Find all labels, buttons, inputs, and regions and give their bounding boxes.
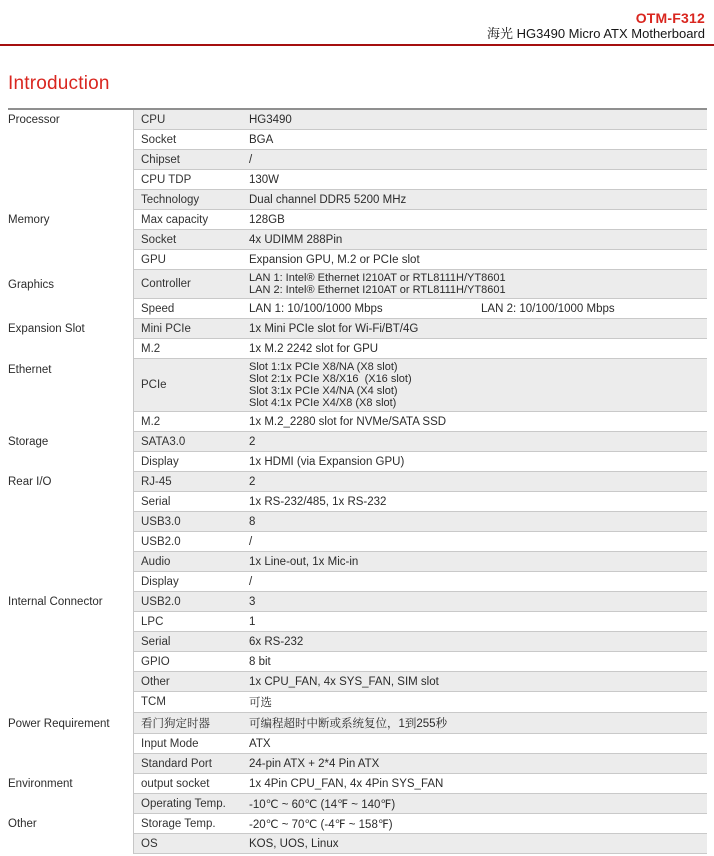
spec-key: LPC: [141, 615, 164, 628]
spec-row-cells: [133, 339, 707, 359]
spec-row-cells: [133, 754, 707, 774]
spec-category-cell: [8, 432, 133, 452]
page-title: Introduction: [8, 73, 110, 94]
spec-category-label: Storage: [8, 436, 49, 448]
spec-key: Storage Temp.: [141, 817, 216, 830]
spec-value: [247, 654, 707, 670]
spec-key: USB2.0: [141, 535, 181, 548]
spec-key: Controller: [141, 278, 191, 290]
spec-row-cells: [133, 319, 707, 339]
spec-value-line: Slot 3:1x PCIe X4/NA (X4 slot): [249, 385, 398, 397]
spec-value-line: Slot 1:1x PCIe X8/NA (X8 slot): [249, 361, 398, 373]
product-model: OTM-F312: [635, 10, 705, 26]
spec-value-text: /: [249, 153, 253, 166]
spec-row-cells: [133, 552, 707, 572]
spec-value-text: -10℃ ~ 60℃ (14℉ ~ 140℉): [249, 798, 396, 811]
spec-key: Serial: [141, 495, 171, 508]
spec-value-line: LAN 2: Intel® Ethernet I210AT or RTL8111H/YT8601: [249, 284, 506, 296]
spec-row-cells: [133, 794, 707, 814]
spec-key: Display: [141, 455, 179, 468]
spec-key: Standard Port: [141, 757, 212, 770]
spec-category-cell: [8, 692, 133, 713]
spec-key: Serial: [141, 635, 171, 648]
spec-value-text: /: [249, 535, 253, 548]
spec-category-cell: [8, 412, 133, 432]
spec-row-cells: [133, 230, 707, 250]
spec-category-cell: [8, 299, 133, 319]
spec-value: [247, 494, 707, 510]
spec-category-label: Graphics: [8, 278, 55, 291]
spec-key: GPU: [141, 253, 166, 266]
spec-table: [8, 108, 707, 854]
spec-category-cell: [8, 270, 133, 299]
spec-value: [247, 454, 707, 470]
spec-row-cells: [133, 532, 707, 552]
spec-value-text: 4x UDIMM 288Pin: [249, 233, 343, 246]
spec-value-text: 6x RS-232: [249, 635, 304, 648]
spec-row: [8, 652, 707, 672]
spec-row: [8, 412, 707, 432]
spec-key: TCM: [141, 696, 166, 708]
page-header: [0, 0, 714, 42]
spec-category-cell: [8, 834, 133, 854]
spec-row: [8, 632, 707, 652]
spec-row-cells: [133, 672, 707, 692]
spec-row-cells: [133, 572, 707, 592]
spec-key: M.2: [141, 342, 161, 355]
spec-key: Socket: [141, 233, 177, 246]
spec-row-cells: [133, 359, 707, 412]
spec-value-text: KOS, UOS, Linux: [249, 837, 339, 850]
spec-row-cells: [133, 250, 707, 270]
spec-value: [247, 270, 707, 298]
spec-key: USB2.0: [141, 595, 181, 608]
spec-value-text: 1x M.2 2242 slot for GPU: [249, 342, 379, 355]
spec-value-text: 可编程超时中断或系统复位，1到255秒: [249, 718, 448, 730]
spec-value: [247, 132, 707, 148]
spec-row: [8, 299, 707, 319]
spec-row: [8, 592, 707, 612]
spec-category-cell: [8, 754, 133, 774]
spec-value-text: LAN 1: 10/100/1000 Mbps: [249, 302, 383, 315]
spec-value-line: Slot 4:1x PCIe X4/X8 (X8 slot): [249, 397, 397, 409]
spec-value-text: Expansion GPU, M.2 or PCIe slot: [249, 253, 420, 266]
spec-category-cell: [8, 552, 133, 572]
spec-category-cell: [8, 250, 133, 270]
spec-category-cell: [8, 713, 133, 734]
spec-row: [8, 359, 707, 412]
spec-key: Speed: [141, 302, 175, 315]
spec-value-text: 1x Mini PCIe slot for Wi-Fi/BT/4G: [249, 322, 419, 335]
spec-row-cells: [133, 734, 707, 754]
spec-row-cells: [133, 452, 707, 472]
spec-row: [8, 692, 707, 713]
spec-value-line: LAN 1: Intel® Ethernet I210AT or RTL8111H/YT8601: [249, 272, 506, 284]
spec-value-text: ATX: [249, 737, 271, 750]
spec-row-cells: [133, 692, 707, 713]
spec-value: [247, 474, 707, 490]
spec-row-cells: [133, 150, 707, 170]
spec-row-cells: [133, 652, 707, 672]
header-rule: [0, 44, 714, 46]
spec-row: [8, 672, 707, 692]
spec-row-cells: [133, 814, 707, 834]
spec-value-text: 1x HDMI (via Expansion GPU): [249, 455, 405, 468]
spec-value-text: 8: [249, 515, 256, 528]
spec-value-secondary: LAN 2: 10/100/1000 Mbps: [481, 302, 615, 315]
spec-row-cells: [133, 512, 707, 532]
spec-value-text: 可选: [249, 697, 272, 709]
spec-category-cell: [8, 452, 133, 472]
spec-category-cell: [8, 492, 133, 512]
spec-row: [8, 452, 707, 472]
spec-row-cells: [133, 834, 707, 854]
spec-row: [8, 250, 707, 270]
spec-value: [247, 172, 707, 188]
spec-value: [247, 692, 707, 712]
spec-category-cell: [8, 532, 133, 552]
spec-key: Socket: [141, 133, 177, 146]
spec-value-text: 3: [249, 595, 256, 608]
spec-row-cells: [133, 472, 707, 492]
spec-value: [247, 434, 707, 450]
spec-value: [247, 736, 707, 752]
spec-category-label: Ethernet: [8, 364, 52, 376]
spec-category-cell: [8, 512, 133, 532]
spec-value: [247, 795, 707, 813]
spec-category-cell: [8, 632, 133, 652]
spec-category-cell: [8, 359, 133, 412]
spec-category-cell: [8, 672, 133, 692]
spec-category-label: Processor: [8, 114, 60, 126]
spec-row: [8, 774, 707, 794]
spec-row: [8, 130, 707, 150]
spec-key: CPU: [141, 113, 166, 126]
spec-category-label: Rear I/O: [8, 476, 52, 488]
spec-value: [247, 815, 707, 833]
spec-key: Other: [141, 675, 170, 688]
spec-row-cells: [133, 713, 707, 734]
spec-value-text: 1: [249, 615, 256, 628]
spec-key: CPU TDP: [141, 173, 192, 186]
spec-category-cell: [8, 130, 133, 150]
spec-value: [247, 674, 707, 690]
spec-category-cell: [8, 652, 133, 672]
spec-row-cells: [133, 492, 707, 512]
spec-value: [247, 554, 707, 570]
spec-value: [247, 574, 707, 590]
spec-row: [8, 472, 707, 492]
spec-row: [8, 734, 707, 754]
spec-category-label: Power Requirement: [8, 717, 110, 730]
spec-row-cells: [133, 190, 707, 210]
spec-value-text: 1x CPU_FAN, 4x SYS_FAN, SIM slot: [249, 675, 439, 688]
spec-category-cell: [8, 774, 133, 794]
spec-category-cell: [8, 150, 133, 170]
spec-key: Audio: [141, 555, 171, 568]
spec-value: [247, 634, 707, 650]
spec-key: SATA3.0: [141, 435, 186, 448]
spec-row: [8, 230, 707, 250]
spec-value-line: Slot 2:1x PCIe X8/X16 (X16 slot): [249, 373, 412, 385]
spec-value: [247, 152, 707, 168]
spec-row: [8, 319, 707, 339]
spec-value-text: 1x Line-out, 1x Mic-in: [249, 555, 359, 568]
spec-value-text: -20℃ ~ 70℃ (-4℉ ~ 158℉): [249, 818, 393, 831]
spec-row: [8, 339, 707, 359]
spec-key: Input Mode: [141, 737, 199, 750]
spec-key: Max capacity: [141, 213, 209, 226]
spec-key: GPIO: [141, 655, 170, 668]
spec-key: Display: [141, 575, 179, 588]
spec-category-label: Environment: [8, 778, 73, 790]
spec-value-text: 128GB: [249, 213, 285, 226]
spec-value-text: 8 bit: [249, 655, 271, 668]
spec-value-text: /: [249, 575, 253, 588]
spec-row: [8, 532, 707, 552]
spec-category-cell: [8, 814, 133, 834]
spec-row: [8, 834, 707, 854]
spec-category-cell: [8, 190, 133, 210]
spec-value-text: 2: [249, 475, 256, 488]
spec-row: [8, 754, 707, 774]
spec-row-cells: [133, 774, 707, 794]
spec-row: [8, 794, 707, 814]
spec-row: [8, 190, 707, 210]
spec-value: [247, 341, 707, 357]
spec-row-cells: [133, 270, 707, 299]
spec-value: [247, 192, 707, 208]
spec-row-cells: [133, 110, 707, 130]
spec-value-text: 1x 4Pin CPU_FAN, 4x 4Pin SYS_FAN: [249, 777, 444, 790]
spec-value-text: HG3490: [249, 113, 292, 126]
spec-row: [8, 492, 707, 512]
spec-category-cell: [8, 612, 133, 632]
spec-key: Technology: [141, 193, 200, 206]
spec-category-cell: [8, 734, 133, 754]
spec-row-cells: [133, 632, 707, 652]
spec-row: [8, 210, 707, 230]
spec-value: [247, 836, 707, 852]
spec-category-label: Expansion Slot: [8, 323, 85, 335]
spec-row-cells: [133, 592, 707, 612]
spec-category-cell: [8, 170, 133, 190]
spec-value: [247, 614, 707, 630]
spec-category-cell: [8, 592, 133, 612]
spec-category-label: Other: [8, 818, 37, 830]
spec-value: [247, 514, 707, 530]
spec-category-label: Internal Connector: [8, 596, 103, 608]
spec-category-cell: [8, 472, 133, 492]
spec-row-cells: [133, 412, 707, 432]
spec-row: [8, 572, 707, 592]
spec-row: [8, 814, 707, 834]
spec-key: Operating Temp.: [141, 797, 226, 810]
spec-category-cell: [8, 339, 133, 359]
spec-category-cell: [8, 794, 133, 814]
spec-row: [8, 512, 707, 532]
spec-value: [247, 414, 707, 430]
spec-value-text: 1x RS-232/485, 1x RS-232: [249, 495, 387, 508]
spec-value: [247, 534, 707, 550]
spec-value: [247, 594, 707, 610]
spec-row-cells: [133, 612, 707, 632]
spec-row: [8, 432, 707, 452]
spec-key: output socket: [141, 777, 210, 790]
spec-value: [247, 756, 707, 772]
spec-row-cells: [133, 299, 707, 319]
spec-key: Chipset: [141, 153, 180, 166]
spec-row: [8, 110, 707, 130]
spec-key: OS: [141, 837, 158, 850]
spec-value-text: BGA: [249, 133, 274, 146]
spec-key: M.2: [141, 415, 161, 428]
spec-value: [247, 212, 707, 228]
spec-row-cells: [133, 130, 707, 150]
spec-value: [247, 776, 707, 792]
spec-row-cells: [133, 432, 707, 452]
spec-row: [8, 612, 707, 632]
spec-value-text: 1x M.2_2280 slot for NVMe/SATA SSD: [249, 415, 447, 428]
spec-value-text: 24-pin ATX + 2*4 Pin ATX: [249, 757, 380, 770]
spec-value-text: 2: [249, 435, 256, 448]
spec-row: [8, 552, 707, 572]
spec-category-cell: [8, 110, 133, 130]
spec-value: [247, 301, 707, 317]
spec-key: Mini PCIe: [141, 322, 191, 335]
product-subtitle: 海光 HG3490 Micro ATX Motherboard: [487, 26, 705, 41]
spec-row: [8, 170, 707, 190]
spec-category-cell: [8, 230, 133, 250]
spec-value: [247, 232, 707, 248]
spec-category-cell: [8, 319, 133, 339]
spec-row-cells: [133, 170, 707, 190]
spec-value-text: 130W: [249, 173, 280, 186]
spec-row: [8, 150, 707, 170]
spec-row: [8, 713, 707, 734]
spec-value: [247, 112, 707, 128]
spec-key: 看门狗定时器: [141, 718, 210, 730]
spec-value: [247, 252, 707, 268]
spec-key: USB3.0: [141, 515, 181, 528]
spec-key: RJ-45: [141, 475, 172, 488]
spec-category-cell: [8, 572, 133, 592]
spec-value: [247, 321, 707, 337]
spec-key: PCIe: [141, 379, 167, 391]
spec-value-text: Dual channel DDR5 5200 MHz: [249, 193, 407, 206]
spec-value: [247, 359, 707, 411]
spec-value: [247, 713, 707, 733]
spec-row-cells: [133, 210, 707, 230]
spec-row: [8, 270, 707, 299]
spec-category-cell: [8, 210, 133, 230]
spec-category-label: Memory: [8, 214, 50, 226]
